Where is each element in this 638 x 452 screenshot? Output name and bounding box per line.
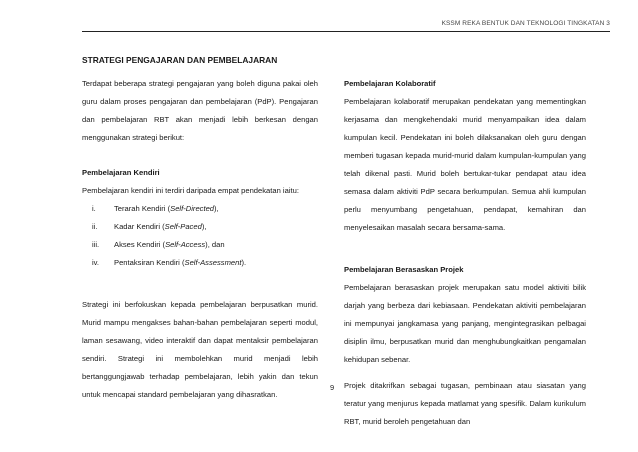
list-item bbox=[82, 236, 318, 254]
list-item bbox=[82, 200, 318, 218]
list-item-text: Terarah Kendiri ( bbox=[114, 204, 171, 213]
list-item-number: iv. bbox=[92, 258, 100, 267]
running-header: KSSM REKA BENTUK DAN TEKNOLOGI TINGKATAN 3 bbox=[441, 20, 610, 27]
projek-paragraph: Pembelajaran berasaskan projek merupakan satu model aktiviti bilik darjah yang berbeza dari kebiasaan. Pendekatan aktiviti pembelajaran ini mempunyai jangkamasa yang panjang, mengintegrasikan pelbagai disiplin ilmu, berpusatkan murid dan menghubungkaitkan pengamalan kehidupan sebenar. bbox=[344, 283, 586, 364]
list-item bbox=[82, 218, 318, 236]
list-item-term: Self-Directed bbox=[170, 204, 215, 213]
kendiri-list bbox=[82, 200, 318, 272]
list-item-term: Self-Access bbox=[165, 240, 206, 249]
page-number: 9 bbox=[330, 383, 335, 392]
kendiri-heading: Pembelajaran Kendiri bbox=[82, 168, 160, 177]
list-item-tail: ), dan bbox=[205, 240, 225, 249]
list-item-term: Self-Assessment bbox=[184, 258, 242, 267]
projek-heading: Pembelajaran Berasaskan Projek bbox=[344, 265, 464, 274]
section-title: STRATEGI PENGAJARAN DAN PEMBELAJARAN bbox=[82, 55, 278, 65]
projek-paragraph-2: Projek ditakrifkan sebagai tugasan, pembinaan atau siasatan yang teratur yang menjurus kepada matlamat yang spesifik. Dalam kurikulum RBT, murid beroleh pengetahuan dan bbox=[344, 381, 586, 426]
list-item-text: Akses Kendiri ( bbox=[114, 240, 166, 249]
list-item-tail: ). bbox=[241, 258, 247, 267]
list-item-number: i. bbox=[92, 204, 96, 213]
strategy-paragraph: Strategi ini berfokuskan kepada pembelajaran berpusatkan murid. Murid mampu mengakses bahan-bahan pembelajaran seperti modul, laman sesawang, video interaktif dan dapat mentaksir pembelajaran sendiri. Strategi ini membolehkan murid menjadi lebih bertanggungjawab terhadap pembelajaran, lebih yakin dan tekun untuk mencapai standard pembelajaran yang dihasratkan. bbox=[82, 300, 318, 399]
list-item bbox=[82, 254, 318, 272]
list-item-tail: ), bbox=[214, 204, 219, 213]
kendiri-paragraph: Pembelajaran kendiri ini terdiri daripada empat pendekatan iaitu: bbox=[82, 186, 299, 195]
intro-paragraph: Terdapat beberapa strategi pengajaran yang boleh diguna pakai oleh guru dalam proses pengajaran dan pembelajaran (PdP). Pengajaran dan pembelajaran RBT akan menjadi lebih berkesan dengan menggunakan strategi berikut: bbox=[82, 79, 318, 142]
list-item-number: ii. bbox=[92, 222, 98, 231]
kolaboratif-heading: Pembelajaran Kolaboratif bbox=[344, 79, 436, 88]
header-rule bbox=[82, 31, 610, 32]
list-item-tail: ), bbox=[201, 222, 207, 231]
list-item-term: Self-Paced bbox=[164, 222, 202, 231]
list-item-text: Pentaksiran Kendiri ( bbox=[114, 258, 185, 267]
kolaboratif-paragraph: Pembelajaran kolaboratif merupakan pendekatan yang mementingkan kerjasama dan mengkehendaki murid menyampaikan idea dalam kumpulan kecil. Pendekatan ini boleh dilaksanakan oleh guru dengan memberi tugasan kepada murid-murid dalam kumpulan-kumpulan yang telah dikenal pasti. Murid boleh bertukar-tukar pendapat atau idea semasa dalam aktiviti PdP secara berkumpulan. Semua ahli kumpulan perlu menyumbang pengetahuan, pendapat, kemahiran dan menyelesaikan masalah secara bersama-sama. bbox=[344, 97, 586, 232]
right-column bbox=[344, 75, 586, 431]
left-column bbox=[82, 75, 318, 404]
list-item-number: iii. bbox=[92, 240, 100, 249]
list-item-text: Kadar Kendiri ( bbox=[114, 222, 165, 231]
